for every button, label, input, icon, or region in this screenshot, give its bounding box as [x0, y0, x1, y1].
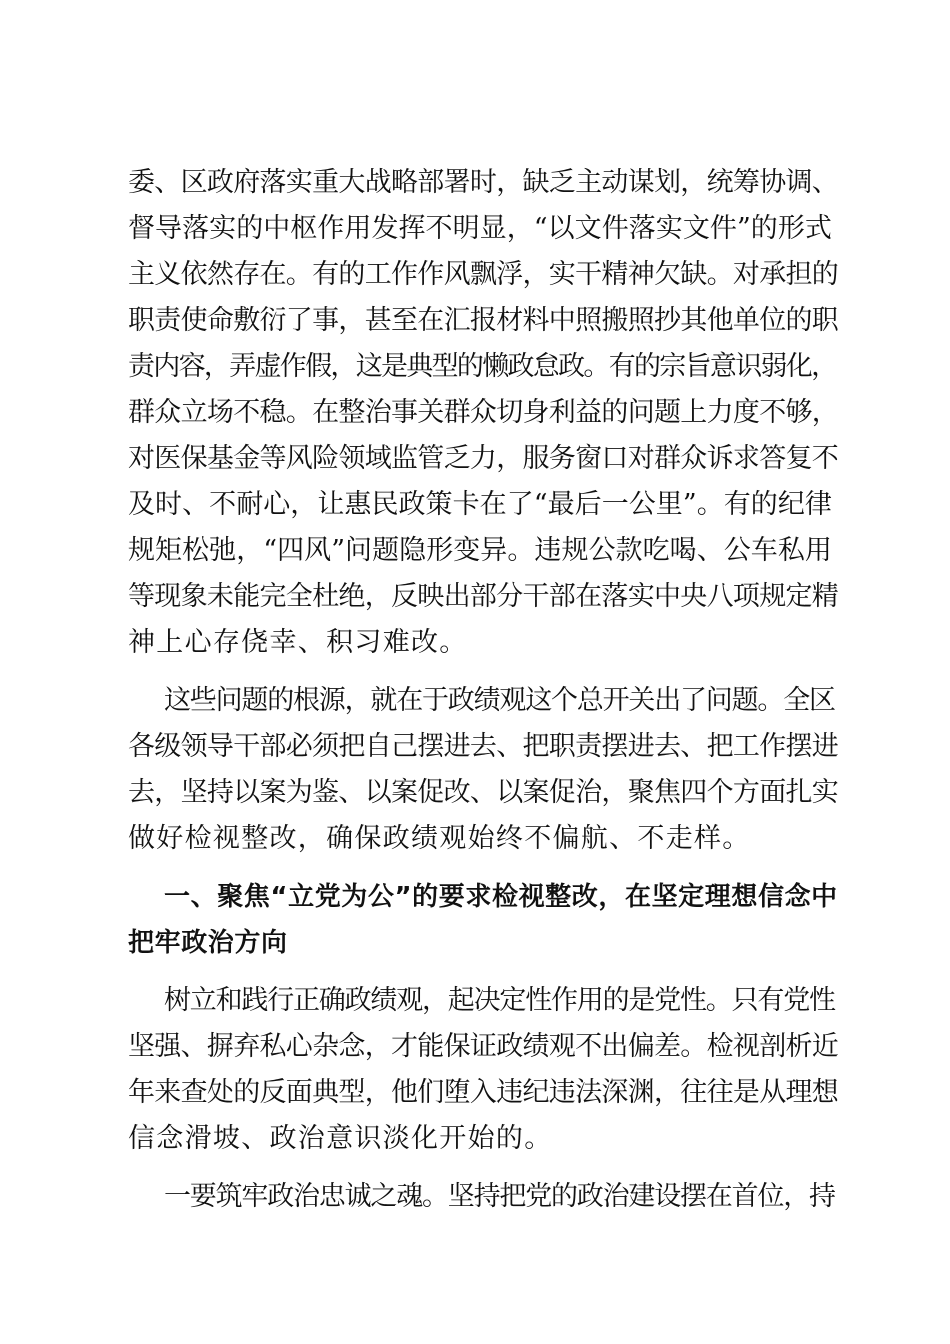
text-line: 等现象未能完全杜绝，反映出部分干部在落实中央八项规定精: [128, 581, 839, 612]
text-line: 信念滑坡、政治意识淡化开始的。: [128, 1123, 553, 1154]
paragraph-root-cause: [128, 678, 838, 862]
text-line: 规矩松弛，“四风”问题隐形变异。违规公款吃喝、公车私用: [128, 535, 832, 566]
text-line: 一要筑牢政治忠诚之魂。坚持把党的政治建设摆在首位，持: [164, 1181, 835, 1212]
text-line: 对医保基金等风险领域监管乏力，服务窗口对群众诉求答复不: [128, 443, 839, 474]
text-line: 这些问题的根源，就在于政绩观这个总开关出了问题。全区: [164, 685, 835, 716]
text-line: 责内容，弄虚作假，这是典型的懒政怠政。有的宗旨意识弱化，: [128, 351, 837, 382]
paragraph-problems: [128, 160, 838, 666]
text-line: 群众立场不稳。在整治事关群众切身利益的问题上力度不够，: [128, 397, 839, 428]
text-line: 去，坚持以案为鉴、以案促改、以案促治，聚焦四个方面扎实: [128, 777, 839, 808]
section-heading: [128, 874, 838, 966]
text-line: 督导落实的中枢作用发挥不明显，“以文件落实文件”的形式: [128, 213, 832, 244]
text-line: 坚强、摒弃私心杂念，才能保证政绩观不出偏差。检视剖析近: [128, 1031, 839, 1062]
heading-line: 一、聚焦“立党为公”的要求检视整改，在坚定理想信念中: [164, 882, 838, 912]
text-line: 年来查处的反面典型，他们堕入违纪违法深渊，往往是从理想: [128, 1077, 839, 1108]
text-line: 及时、不耐心，让惠民政策卡在了“最后一公里”。有的纪律: [128, 489, 832, 520]
text-line: 做好检视整改，确保政绩观始终不偏航、不走样。: [128, 823, 751, 854]
text-line: 主义依然存在。有的工作作风飘浮，实干精神欠缺。对承担的: [128, 259, 839, 290]
text-line: 职责使命敷衍了事，甚至在汇报材料中照搬照抄其他单位的职: [128, 305, 839, 336]
paragraph-loyalty: [128, 1174, 838, 1220]
text-line: 神上心存侥幸、积习难改。: [128, 627, 468, 658]
document-body: [128, 160, 838, 1220]
heading-line: 把牢政治方向: [128, 928, 288, 958]
text-line: 各级领导干部必须把自己摆进去、把职责摆进去、把工作摆进: [128, 731, 839, 762]
text-line: 委、区政府落实重大战略部署时，缺乏主动谋划，统筹协调、: [128, 167, 839, 198]
paragraph-party-spirit: [128, 978, 838, 1162]
text-line: 树立和践行正确政绩观，起决定性作用的是党性。只有党性: [164, 985, 835, 1016]
